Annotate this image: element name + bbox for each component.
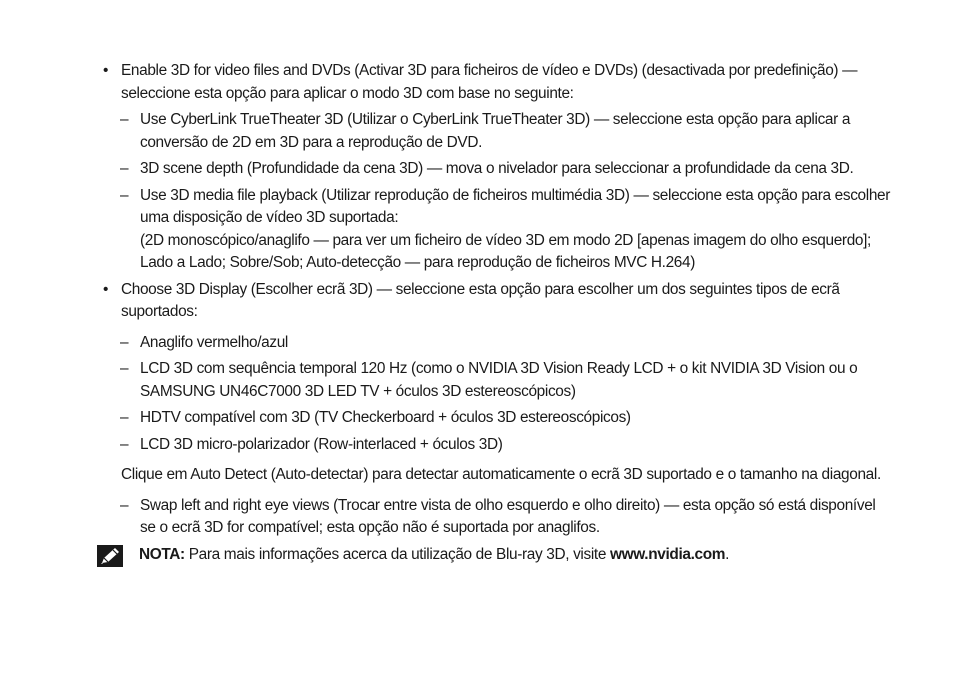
sub-truetheater: – Use CyberLink TrueTheater 3D (Utilizar o CyberLink TrueTheater 3D) — seleccione esta opção para aplicar a conversão de 2D em 3D para a reprodução de DVD.: [140, 109, 892, 154]
auto-detect-paragraph: Clique em Auto Detect (Auto-detectar) para detectar automaticamente o ecrã 3D suportado e o tamanho na diagonal.: [121, 466, 881, 483]
bullet-choose-display: • Choose 3D Display (Escolher ecrã 3D) — seleccione esta opção para escolher um dos seguintes tipos de ecrã suportados:: [121, 279, 891, 324]
sub-hdtv: – HDTV compatível com 3D (TV Checkerboard + óculos 3D estereoscópicos): [140, 407, 892, 430]
nvidia-link[interactable]: www.nvidia.com: [609, 545, 726, 563]
sub-scene-depth: – 3D scene depth (Profundidade da cena 3D) — mova o nivelador para seleccionar a profundidade da cena 3D.: [140, 158, 892, 181]
sub-swap-eye-views: – Swap left and right eye views (Trocar entre vista de olho esquerdo e olho direito) — esta opção só está disponível se o ecrã 3D for compatível; esta opção não é suportada por anaglifos.: [140, 495, 892, 540]
note-end: .: [725, 545, 730, 563]
note-label: NOTA:: [139, 545, 185, 563]
pencil-note-icon: [97, 545, 123, 567]
document-content: [0, 60, 954, 566]
note-block: [139, 544, 899, 567]
sub-media-playback-text: Use 3D media file playback (Utilizar reprodução de ficheiros multimédia 3D) — seleccione esta opção para escolher uma disposição de vídeo 3D suportada:: [140, 186, 891, 226]
sub-media-playback: [140, 185, 892, 275]
sub-media-playback-extra: (2D monoscópico/anaglifo — para ver um ficheiro de vídeo 3D em modo 2D [apenas imagem do olho esquerdo]; Lado a Lado; Sobre/Sob; Auto-detecção — para reprodução de ficheiros MVC H.264): [140, 231, 871, 271]
note-text: Para mais informações acerca da utilização de Blu-ray 3D, visite: [184, 545, 610, 563]
bullet-enable-3d: • Enable 3D for video files and DVDs (Activar 3D para ficheiros de vídeo e DVDs) (desactivada por predefinição) — seleccione esta opção para aplicar o modo 3D com base no seguinte:: [121, 60, 891, 105]
sub-lcd-120hz: – LCD 3D com sequência temporal 120 Hz (como o NVIDIA 3D Vision Ready LCD + o kit NVIDIA 3D Vision ou o SAMSUNG UN46C7000 3D LED TV + óculos 3D estereoscópicos): [140, 358, 892, 403]
sub-micro-polarizer: – LCD 3D micro-polarizador (Row-interlaced + óculos 3D): [140, 434, 892, 457]
sub-anaglyph: – Anaglifo vermelho/azul: [140, 332, 892, 355]
